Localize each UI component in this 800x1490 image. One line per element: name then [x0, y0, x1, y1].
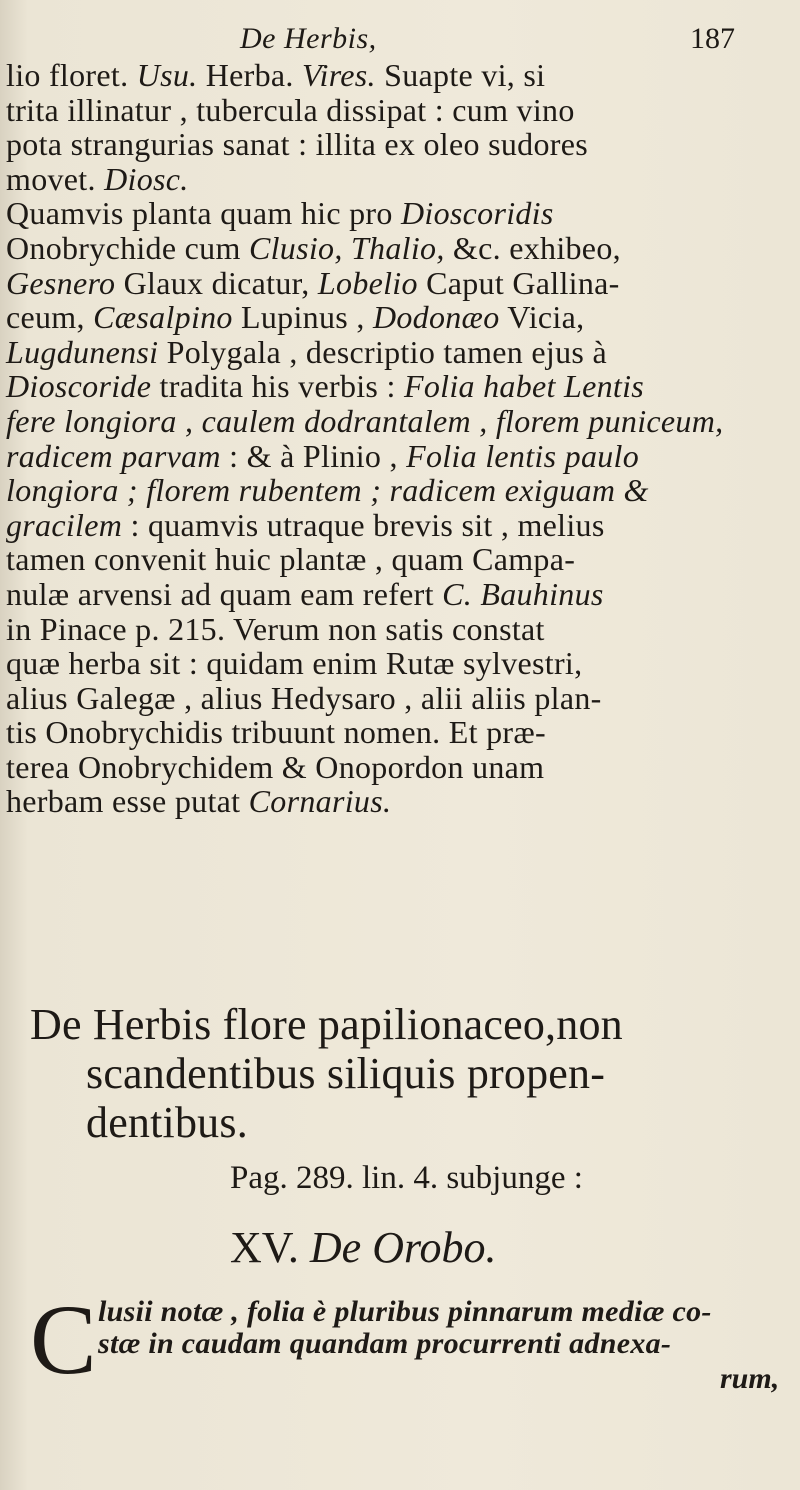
entry-line: stæ in caudam quandam procurrenti adnexa-	[98, 1327, 672, 1360]
roman-run: herbam esse putat	[6, 783, 249, 820]
running-title: De Herbis,	[240, 22, 377, 55]
text-line	[6, 508, 790, 543]
text-line	[6, 681, 790, 716]
text-line	[6, 404, 790, 439]
roman-run: : quamvis utraque brevis sit , melius	[122, 506, 605, 543]
italic-run: Usu.	[136, 57, 198, 93]
italic-run: fere longiora , caulem dodrantalem , florem puniceum,	[6, 402, 724, 439]
roman-run: Polygala , descriptio tamen ejus à	[158, 333, 607, 370]
roman-run: Herba.	[197, 57, 303, 93]
text-line	[6, 542, 790, 577]
text-line	[6, 58, 790, 93]
roman-run: tradita his verbis :	[151, 368, 404, 405]
text-line	[6, 300, 790, 335]
roman-run: lio floret.	[6, 57, 137, 93]
section-heading-line: dentibus.	[86, 1098, 248, 1147]
italic-run: Dioscoride	[6, 368, 152, 405]
italic-run: Diosc.	[104, 160, 189, 197]
page-number: 187	[690, 22, 735, 55]
section-heading-line: scandentibus siliquis propen-	[86, 1049, 606, 1098]
chapter-heading	[230, 1222, 496, 1273]
italic-run: longiora ; florem rubentem ; radicem exiguam &	[6, 472, 649, 509]
roman-run: : & à Plinio ,	[220, 437, 407, 474]
italic-run: Lobelio	[317, 264, 418, 301]
drop-cap: C	[30, 1284, 97, 1395]
roman-run: Caput Gallina-	[417, 264, 620, 301]
italic-run: Folia lentis paulo	[406, 437, 640, 474]
italic-run: Gesnero	[6, 264, 116, 301]
italic-run: C. Bauhinus	[442, 575, 604, 612]
text-line	[6, 473, 790, 508]
roman-run: ceum,	[6, 299, 94, 336]
roman-run: &c. exhibeo,	[444, 229, 621, 266]
roman-run: alius Galegæ , alius Hedysaro , alii aliis plan-	[6, 679, 602, 716]
text-line	[6, 750, 790, 785]
catchword: rum,	[720, 1362, 780, 1395]
section-heading	[30, 1000, 800, 1147]
italic-run: Cornarius.	[248, 783, 392, 820]
italic-run: Cæsalpino	[93, 299, 233, 336]
entry-text	[98, 1296, 798, 1360]
text-line	[6, 439, 790, 474]
chapter-title: De Orobo.	[309, 1223, 497, 1272]
page-header	[0, 22, 800, 58]
text-line	[6, 715, 790, 750]
text-line	[6, 93, 790, 128]
chapter-numeral: XV.	[230, 1223, 299, 1272]
text-line	[6, 162, 790, 197]
entry-line: lusii notæ , folia è pluribus pinnarum mediæ co-	[98, 1295, 712, 1328]
roman-run: tis Onobrychidis tribuunt nomen. Et præ-	[6, 714, 546, 751]
roman-run: Glaux dicatur,	[115, 264, 318, 301]
roman-run: trita illinatur , tubercula dissipat : cum vino	[6, 91, 575, 128]
text-line	[6, 369, 790, 404]
roman-run: Vicia,	[499, 299, 585, 336]
italic-run: Vires.	[302, 57, 376, 93]
roman-run: quæ herba sit : quidam enim Rutæ sylvestri,	[6, 645, 583, 682]
roman-run: movet.	[6, 160, 105, 197]
text-line	[6, 266, 790, 301]
text-line	[6, 577, 790, 612]
roman-run: Lupinus ,	[232, 299, 373, 336]
roman-run: Onobrychide cum	[6, 229, 249, 266]
italic-run: Clusio, Thalio,	[248, 229, 445, 266]
roman-run: pota strangurias sanat : illita ex oleo sudores	[6, 126, 588, 163]
insertion-instruction: Pag. 289. lin. 4. subjunge :	[230, 1160, 583, 1196]
roman-run: in Pinace p. 215. Verum non satis constat	[6, 610, 545, 647]
text-line	[6, 231, 790, 266]
roman-run: tamen convenit huic plantæ , quam Campa-	[6, 541, 576, 578]
section-heading-line: De Herbis flore papilionaceo,non	[30, 1000, 623, 1049]
italic-run: gracilem	[6, 506, 123, 543]
body-paragraph	[6, 58, 790, 819]
text-line	[6, 127, 790, 162]
roman-run: Suapte vi, si	[375, 57, 546, 93]
italic-run: Dodonæo	[372, 299, 500, 336]
roman-run: Quamvis planta quam hic pro	[6, 195, 401, 232]
italic-run: Dioscoridis	[400, 195, 554, 232]
italic-run: Folia habet Lentis	[403, 368, 645, 405]
italic-run: Lugdunensi	[6, 333, 159, 370]
italic-run: radicem parvam	[6, 437, 221, 474]
text-line	[6, 612, 790, 647]
text-line	[6, 335, 790, 370]
roman-run: nulæ arvensi ad quam eam refert	[6, 575, 443, 612]
text-line	[6, 196, 790, 231]
text-line	[6, 784, 790, 819]
text-line	[6, 646, 790, 681]
roman-run: terea Onobrychidem & Onopordon unam	[6, 748, 545, 785]
